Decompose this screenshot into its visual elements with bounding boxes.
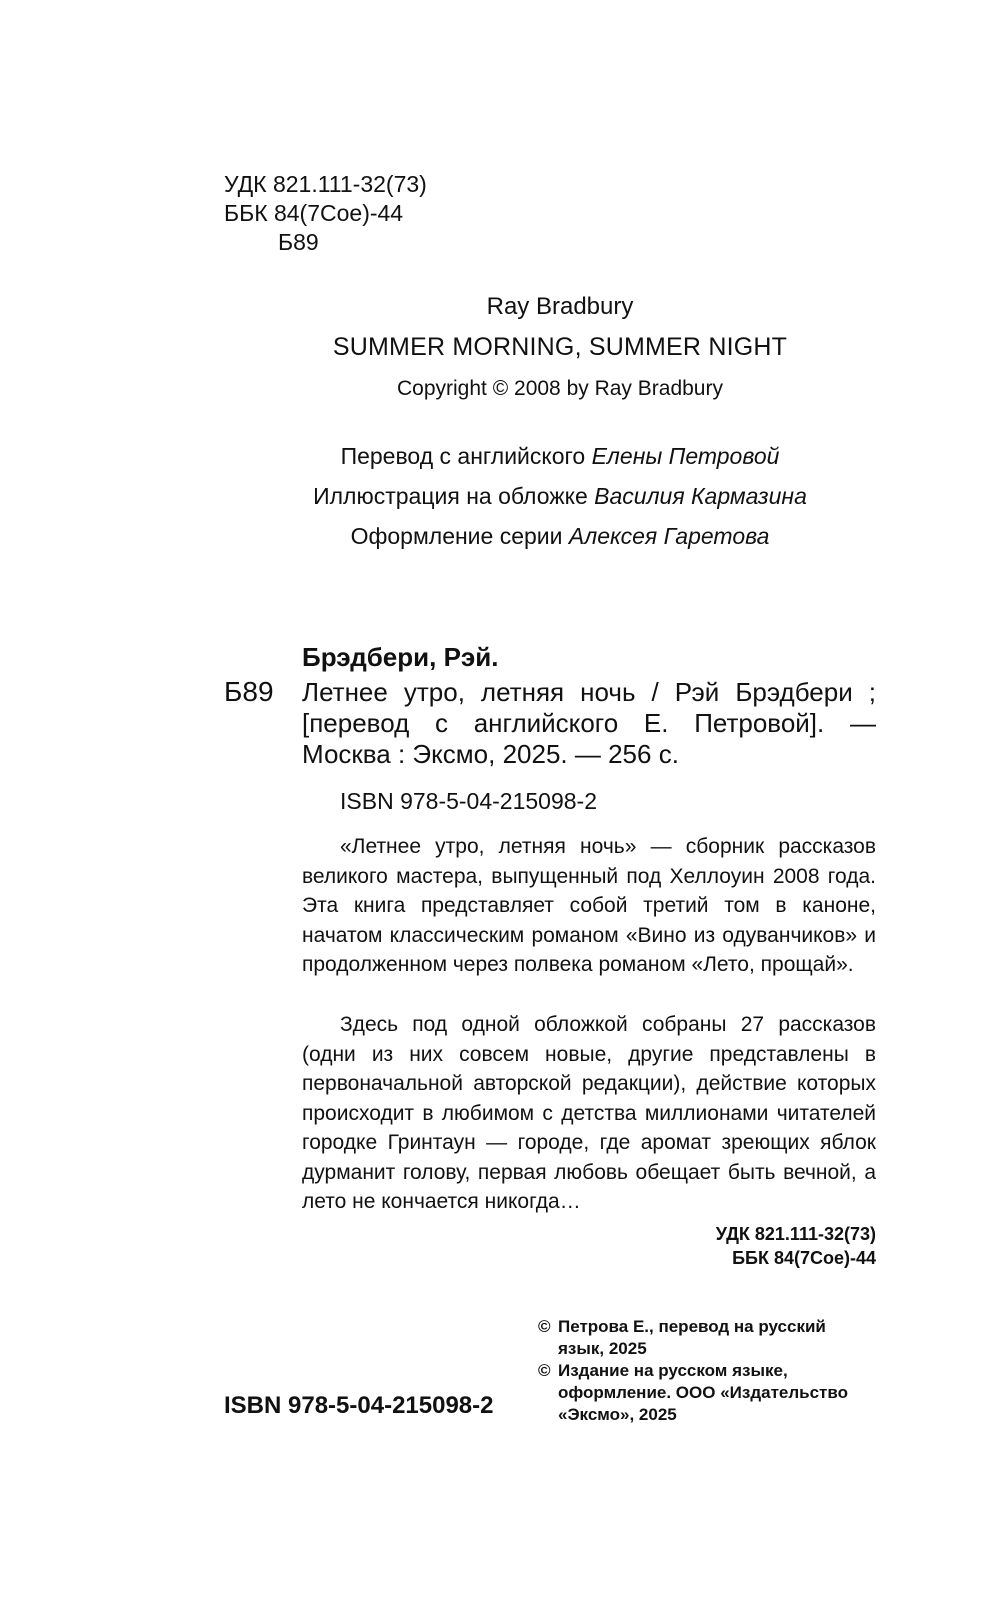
original-copyright: Copyright © 2008 by Ray Bradbury (397, 377, 723, 400)
edition-copyright (538, 1360, 876, 1426)
annotation-text-2: Здесь под одной обложкой собраны 27 рассказов (одни из них совсем новые, другие представлены в первоначальной авторской редакции), действие которых происходит в любимом с детства миллионами читателей городке Гринтаун — городе, где аромат зреющих яблок дурманит голову, первая любовь обещает быть вечной, а лето не кончается никогда… (302, 1013, 876, 1213)
original-title: SUMMER MORNING, SUMMER NIGHT (332, 333, 788, 361)
bbk-code: ББК 84(7Сое)-44 (224, 200, 404, 226)
design-label: Оформление серии (350, 523, 563, 549)
original-author: Ray Bradbury (486, 293, 634, 320)
translation-copyright (538, 1316, 876, 1360)
author-mark: Б89 (278, 229, 319, 255)
copyright-notices (538, 1316, 876, 1426)
catalog-isbn: ISBN 978-5-04-215098-2 (340, 788, 597, 814)
isbn-bottom: ISBN 978-5-04-215098-2 (224, 1392, 494, 1419)
catalog-author-mark: Б89 (224, 676, 274, 707)
udk-code: УДК 821.111-32(73) (224, 171, 427, 197)
cover-credit (250, 476, 870, 516)
udk-code-bottom: УДК 821.111-32(73) (715, 1224, 876, 1244)
copyright-symbol: © (538, 1361, 551, 1380)
annotation-text-1: «Летнее утро, летняя ночь» — сборник рассказов великого мастера, выпущенный под Хеллоуин 2008 года. Эта книга представляет собой третий том в каноне, начатом классическим романом «Вино из одуванчиков» и продолженном через полвека романом «Лето, прощай». (302, 835, 876, 976)
catalog-author: Брэдбери, Рэй. (302, 642, 499, 672)
design-credit (250, 516, 870, 556)
annotation-paragraph-2 (302, 1010, 876, 1217)
copyright-symbol: © (538, 1317, 551, 1336)
illustrator-name: Василия Кармазина (594, 483, 807, 509)
bbk-code-bottom: ББК 84(7Сое)-44 (732, 1248, 876, 1268)
catalog-description: Летнее утро, летняя ночь / Рэй Брэдбери ; [перевод с английского Е. Петровой]. — Москва : Эксмо, 2025. — 256 с. (302, 677, 876, 769)
bottom-classification-codes (600, 1222, 876, 1270)
translation-copyright-text: Петрова Е., перевод на русский язык, 2025 (558, 1317, 826, 1358)
annotation-paragraph-1 (302, 832, 876, 980)
translation-credit (250, 436, 870, 476)
translation-label: Перевод с английского (340, 443, 586, 469)
credits-block (250, 436, 870, 556)
designer-name: Алексея Гаретова (568, 523, 770, 549)
top-classification-codes (224, 170, 427, 257)
translator-name: Елены Петровой (591, 443, 780, 469)
cover-label: Иллюстрация на обложке (313, 483, 588, 509)
edition-copyright-text: Издание на русском языке, оформление. ООО «Издательство «Эксмо», 2025 (558, 1361, 848, 1424)
